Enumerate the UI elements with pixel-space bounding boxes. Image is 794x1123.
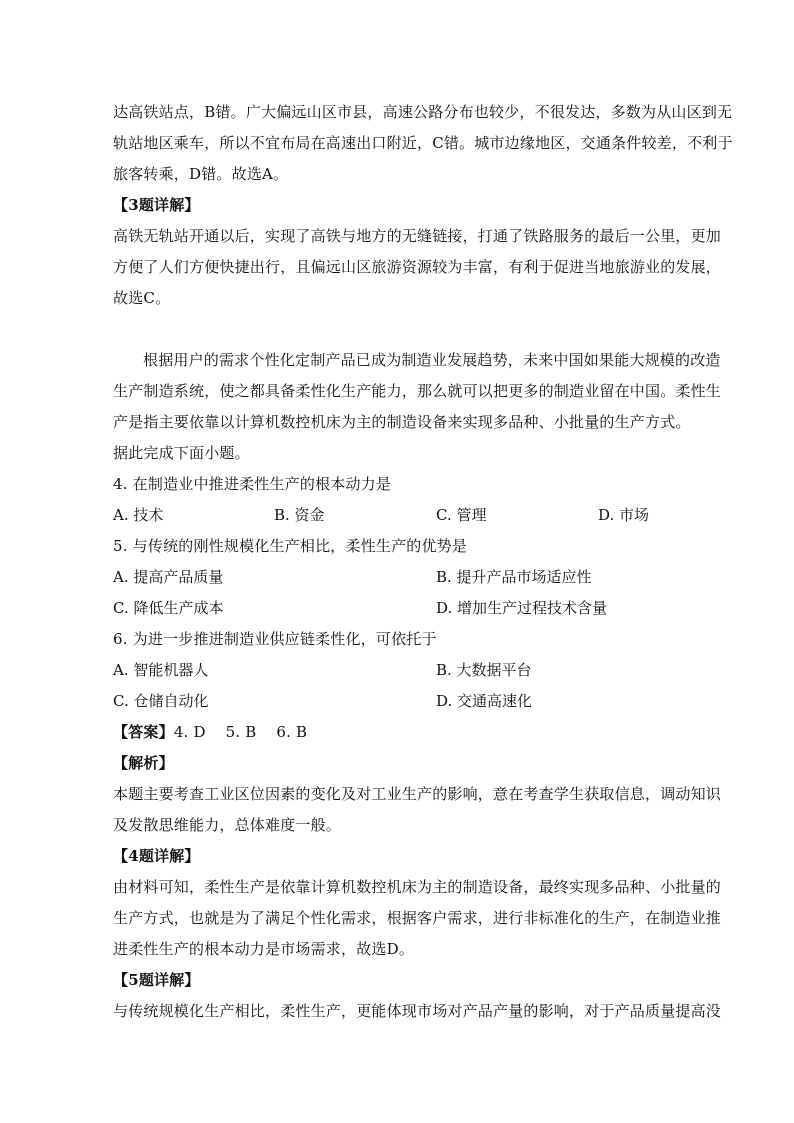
material-instruction: 据此完成下面小题。 <box>113 444 250 462</box>
q5-stem: 5. 与传统的刚性规模化生产相比，柔性生产的优势是 <box>113 537 468 555</box>
material-line: 生产制造系统，使之都具备柔性化生产能力，那么就可以把更多的制造业留在中国。柔性生 <box>113 382 722 400</box>
paragraph-line: 及发散思维能力，总体难度一般。 <box>113 816 342 834</box>
q4-option-b: B. 资金 <box>274 506 325 524</box>
paragraph-line: 故选C。 <box>113 289 171 307</box>
q5-option-d: D. 增加生产过程技术含量 <box>436 599 608 617</box>
paragraph-line: 方便了人们方便快捷出行，且偏远山区旅游资源较为丰富，有利于促进当地旅游业的发展， <box>113 258 722 276</box>
q5-options-row2 <box>113 593 683 624</box>
q5-options-row1 <box>113 562 683 593</box>
paragraph-line: 与传统规模化生产相比，柔性生产，更能体现市场对产品产量的影响，对于产品质量提高没 <box>113 1002 722 1020</box>
q6-options-row2 <box>113 686 683 717</box>
q5-option-a: A. 提高产品质量 <box>113 568 224 586</box>
q4-stem: 4. 在制造业中推进柔性生产的根本动力是 <box>113 475 392 493</box>
paragraph-line: 达高铁站点，B错。广大偏远山区市县，高速公路分布也较少，不很发达，多数为从山区到无 <box>113 103 733 121</box>
document-page <box>113 97 733 1027</box>
q4-options <box>113 500 683 531</box>
material-line: 根据用户的需求个性化定制产品已成为制造业发展趋势，未来中国如果能大规模的改造 <box>143 351 721 369</box>
q6-stem: 6. 为进一步推进制造业供应链柔性化，可依托于 <box>113 630 437 648</box>
q4-option-d: D. 市场 <box>598 506 650 524</box>
q6-option-c: C. 仓储自动化 <box>113 692 209 710</box>
q6-options-row1 <box>113 655 683 686</box>
q6-option-b: B. 大数据平台 <box>436 661 532 679</box>
q3-detail-heading: 【3题详解】 <box>113 196 200 214</box>
q5-option-b: B. 提升产品市场适应性 <box>436 568 592 586</box>
paragraph-line: 由材料可知，柔性生产是依靠计算机数控机床为主的制造设备，最终实现多品种、小批量的 <box>113 878 722 896</box>
analysis-heading: 【解析】 <box>113 754 174 772</box>
q4-option-c: C. 管理 <box>436 506 487 524</box>
q5-detail-heading: 【5题详解】 <box>113 971 200 989</box>
paragraph-line: 生产方式，也就是为了满足个性化需求，根据客户需求，进行非标准化的生产，在制造业推 <box>113 909 722 927</box>
material-line: 产是指主要依靠以计算机数控机床为主的制造设备来实现多品种、小批量的生产方式。 <box>113 413 691 431</box>
answer-label: 【答案】 <box>113 723 174 741</box>
q5-option-c: C. 降低生产成本 <box>113 599 224 617</box>
q4-option-a: A. 技术 <box>113 506 164 524</box>
answer-line <box>113 717 683 748</box>
paragraph-line: 进柔性生产的根本动力是市场需求，故选D。 <box>113 940 415 958</box>
q6-option-a: A. 智能机器人 <box>113 661 209 679</box>
answer-text: 4. D 5. B 6. B <box>173 723 308 741</box>
paragraph-line: 旅客转乘，D错。故选A。 <box>113 165 289 183</box>
paragraph-line: 本题主要考查工业区位因素的变化及对工业生产的影响，意在考查学生获取信息，调动知识 <box>113 785 722 803</box>
q4-detail-heading: 【4题详解】 <box>113 847 200 865</box>
paragraph-line: 轨站地区乘车，所以不宜布局在高速出口附近，C错。城市边缘地区，交通条件较差，不利于 <box>113 134 733 152</box>
paragraph-line: 高铁无轨站开通以后，实现了高铁与地方的无缝链接，打通了铁路服务的最后一公里，更加 <box>113 227 722 245</box>
q6-option-d: D. 交通高速化 <box>436 692 533 710</box>
spacer <box>113 314 683 345</box>
